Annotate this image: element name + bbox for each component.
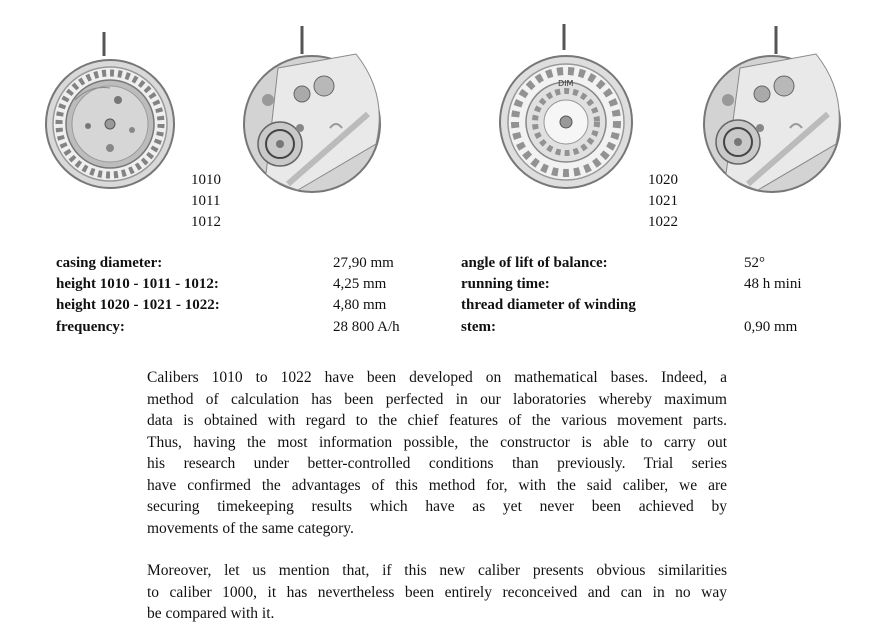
day-inner-label: DIM xyxy=(558,79,574,88)
spec-label: angle of lift of balance: xyxy=(461,255,608,271)
movement-1010-dial-side-illustration xyxy=(40,30,190,190)
spec-value: 48 h mini xyxy=(744,276,802,292)
spec-value: 4,80 mm xyxy=(333,297,387,313)
paragraph-line: Thus, having the most information possible, the constructor is able to carry out xyxy=(147,433,727,451)
paragraph-line: be compared with it. xyxy=(147,605,275,622)
paragraph-line: his research under better-controlled conditions than previously. Trial series xyxy=(147,455,727,472)
spec-value: 27,90 mm xyxy=(333,255,394,271)
caliber-number: 1022 xyxy=(648,214,678,230)
paragraph-line: method of calculation has been perfected in our laboratories whereby maximum xyxy=(147,390,727,408)
spec-value: 0,90 mm xyxy=(744,319,798,335)
paragraph-line: Moreover, let us mention that, if this new caliber presents obvious similarities xyxy=(147,562,727,579)
caliber-number: 1021 xyxy=(648,193,678,209)
movement-1020-bridge-side-illustration xyxy=(696,24,846,194)
caliber-number: 1010 xyxy=(191,172,221,188)
spec-label: running time: xyxy=(461,276,550,292)
spec-label: casing diameter: xyxy=(56,255,163,271)
paragraph-line: have confirmed the advantages of this method for, with the said caliber, we are xyxy=(147,476,727,494)
paragraph-line: securing timekeeping results which have as yet never been achieved by xyxy=(147,498,727,515)
spec-label: thread diameter of winding xyxy=(461,297,636,313)
spec-value: 28 800 A/h xyxy=(333,319,400,335)
caliber-number: 1012 xyxy=(191,214,221,230)
paragraph-line: data is obtained with regard to the chief features of the various movement parts. xyxy=(147,412,727,429)
paragraph-line: to caliber 1000, it has nevertheless been entirely reconceived and can in no way xyxy=(147,583,727,601)
paragraph-line: movements of the same category. xyxy=(147,519,354,537)
movement-1020-dial-side-illustration xyxy=(492,22,642,192)
caliber-number: 1020 xyxy=(648,172,678,188)
spec-value: 4,25 mm xyxy=(333,276,387,292)
spec-label: stem: xyxy=(461,319,496,335)
paragraph-line: Calibers 1010 to 1022 have been developed on mathematical bases. Indeed, a xyxy=(147,369,727,386)
spec-label: height 1020 - 1021 - 1022: xyxy=(56,297,220,313)
spec-label: height 1010 - 1011 - 1012: xyxy=(56,276,219,292)
body-paragraph-1 xyxy=(147,367,727,539)
spec-value: 52° xyxy=(744,255,765,271)
body-paragraph-2 xyxy=(147,560,727,625)
spec-label: frequency: xyxy=(56,319,125,335)
caliber-number: 1011 xyxy=(191,193,221,209)
movement-1010-bridge-side-illustration xyxy=(238,24,388,194)
